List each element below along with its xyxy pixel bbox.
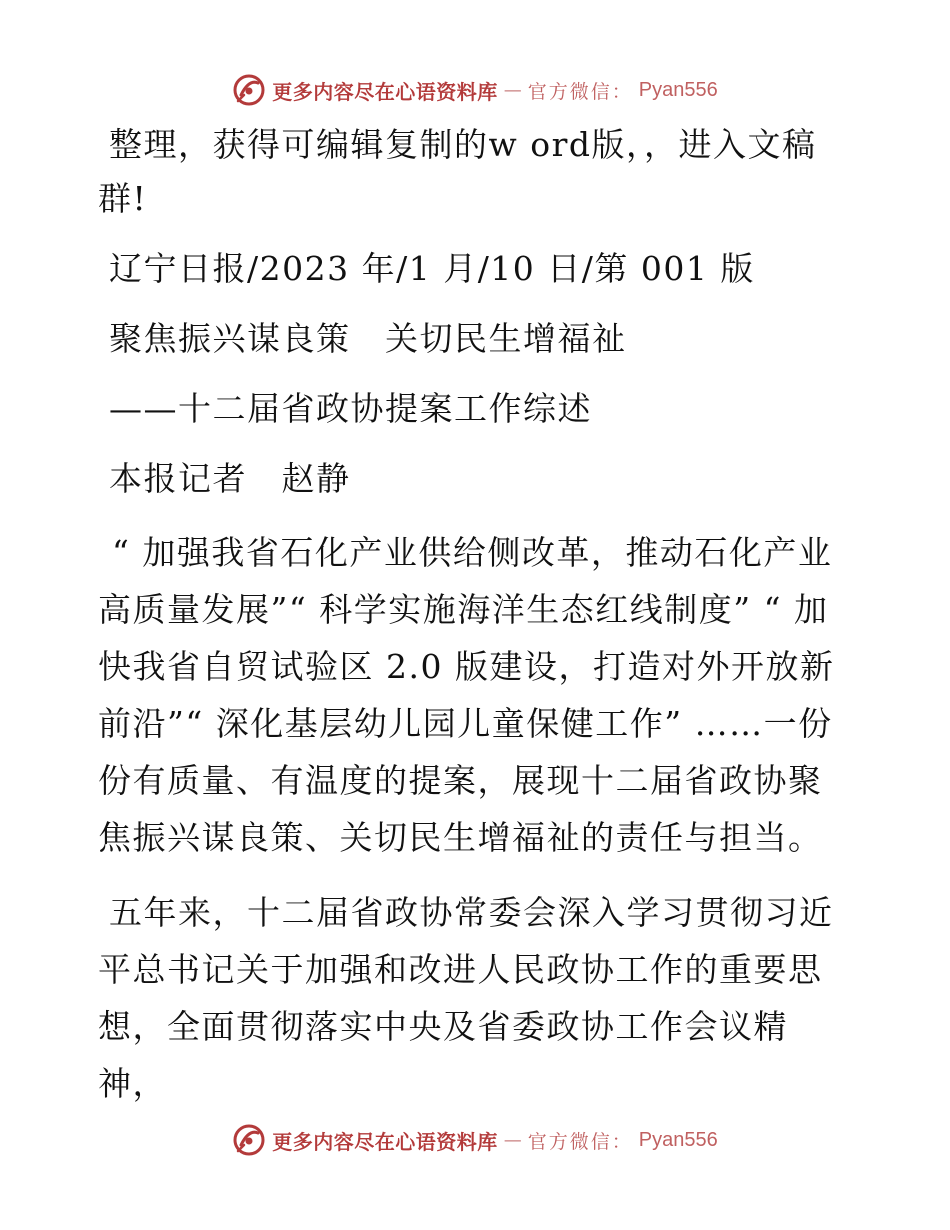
document-body: [98, 118, 850, 1112]
subheadline: ——十二届省政协提案工作综述: [109, 389, 592, 428]
brand-logo-icon: [232, 73, 266, 107]
watermark-contact-id: Pyan556: [638, 78, 718, 101]
header-watermark: [0, 68, 950, 112]
byline: 本报记者 赵静: [109, 459, 351, 498]
watermark-contact-label: 官方微信：: [527, 80, 633, 103]
source-line: 辽宁日报/2023 年/1 月/10 日/第 001 版: [109, 249, 755, 288]
intro-paragraph: 整理，获得可编辑复制的w ord版，，进入文稿群!: [98, 125, 817, 218]
body-paragraph-1: “ 加强我省石化产业供给侧改革，推动石化产业高质量发展”“ 科学实施海洋生态红线制度” “ 加快我省自贸试验区 2.0 版建设，打造对外开放新前沿”“ 深化基层幼儿园儿童保健工作” ……一份份有质量、有温度的提案，展现十二届省政协聚焦振兴谋良策、关切民生增福祉的责任与担当。: [98, 533, 835, 857]
watermark-dash: —: [503, 1129, 522, 1151]
watermark-brand-text: 更多内容尽在心语资料库: [272, 1129, 498, 1154]
headline: 聚焦振兴谋良策 关切民生增福祉: [109, 319, 627, 358]
watermark-brand-text: 更多内容尽在心语资料库: [272, 79, 498, 104]
watermark-dash: —: [503, 79, 522, 101]
body-paragraph-2: 五年来，十二届省政协常委会深入学习贯彻习近平总书记关于加强和改进人民政协工作的重要思想，全面贯彻落实中央及省委政协工作会议精神，: [98, 893, 834, 1103]
brand-logo-icon: [232, 1123, 266, 1157]
watermark-contact-id: Pyan556: [638, 1128, 718, 1151]
footer-watermark: [0, 1118, 950, 1162]
watermark-contact-label: 官方微信：: [527, 1130, 633, 1153]
